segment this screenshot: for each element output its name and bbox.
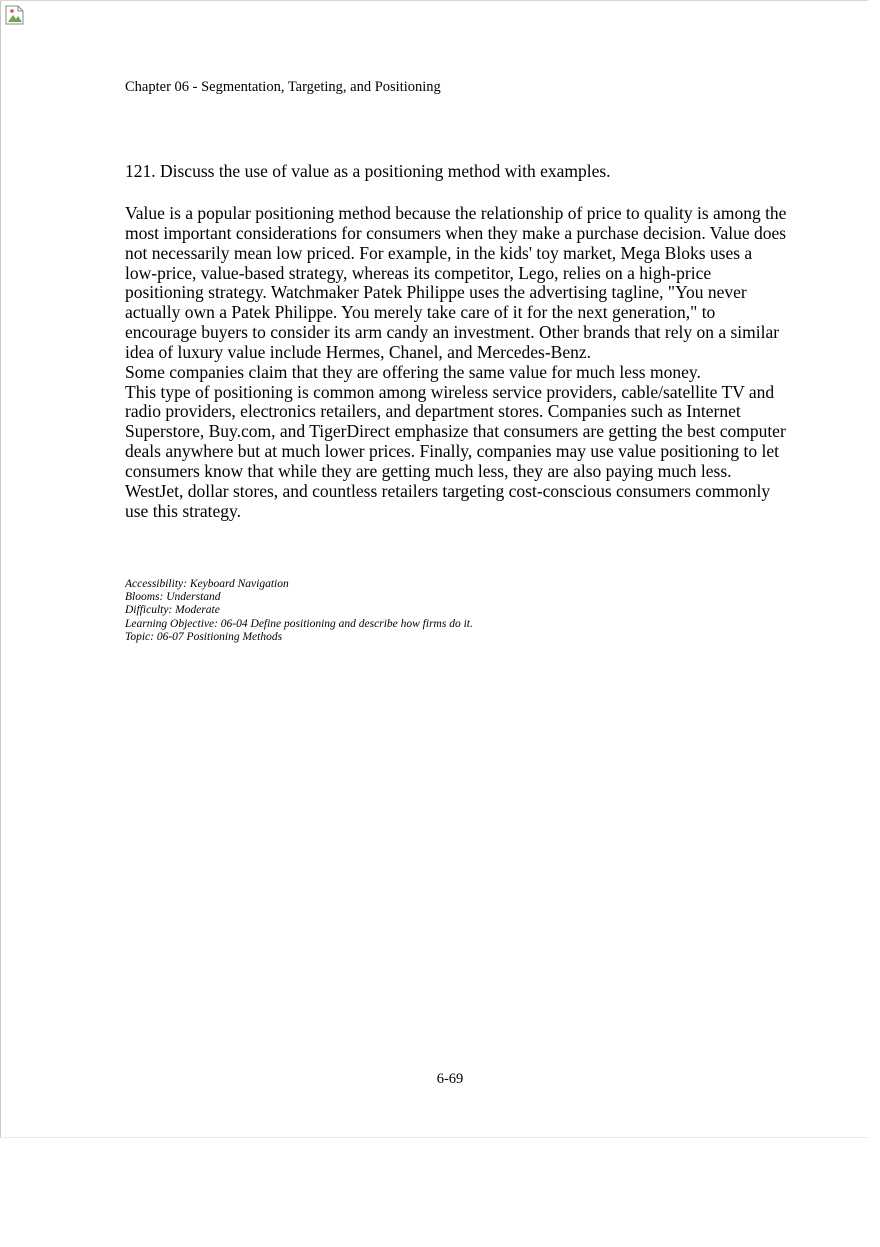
- answer-line: actually own a Patek Philippe. You merely take care of it for the next generation," to: [125, 302, 716, 323]
- chapter-header: Chapter 06 - Segmentation, Targeting, and Positioning: [125, 79, 441, 95]
- answer-line: most important considerations for consumers when they make a purchase decision. Value does: [125, 222, 787, 243]
- answer-line: idea of luxury value include Hermes, Chanel, and Mercedes-Benz.: [125, 341, 592, 362]
- answer-line: This type of positioning is common among wireless service providers, cable/satellite TV and: [125, 381, 775, 402]
- answer-line: Superstore, Buy.com, and TigerDirect emphasize that consumers are getting the best computer: [125, 421, 786, 442]
- answer-line: Value is a popular positioning method because the relationship of price to quality is among the: [125, 203, 787, 223]
- meta-accessibility: Accessibility: Keyboard Navigation: [125, 578, 289, 590]
- meta-learning-objective: Learning Objective: 06-04 Define positioning and describe how firms do it.: [125, 617, 473, 630]
- answer-line: WestJet, dollar stores, and countless retailers targeting cost-conscious consumers commonly: [125, 480, 771, 501]
- answer-line: Some companies claim that they are offering the same value for much less money.: [125, 361, 701, 382]
- answer-line: encourage buyers to consider its arm candy an investment. Other brands that rely on a similar: [125, 322, 780, 343]
- meta-blooms: Blooms: Understand: [125, 591, 221, 604]
- answer-line: positioning strategy. Watchmaker Patek Philippe uses the advertising tagline, "You never: [125, 282, 747, 303]
- meta-topic: Topic: 06-07 Positioning Methods: [125, 630, 283, 643]
- answer-line: use this strategy.: [125, 500, 241, 521]
- answer-line: radio providers, electronics retailers, and department stores. Companies such as Internet: [125, 401, 741, 422]
- answer-line: deals anywhere but at much lower prices. Finally, companies may use value positioning to let: [125, 441, 779, 462]
- question-text: 121. Discuss the use of value as a positioning method with examples.: [125, 161, 611, 181]
- answer-body: [125, 204, 785, 522]
- answer-line: low-price, value-based strategy, whereas its competitor, Lego, relies on a high-price: [125, 262, 712, 283]
- answer-line: not necessarily mean low priced. For example, in the kids' toy market, Mega Bloks uses a: [125, 242, 753, 263]
- broken-image-icon: [4, 4, 26, 26]
- meta-difficulty: Difficulty: Moderate: [125, 604, 220, 617]
- question-metadata: [125, 578, 473, 644]
- page-number: 6-69: [436, 1071, 464, 1087]
- answer-line: consumers know that while they are getting much less, they are also paying much less.: [125, 460, 732, 481]
